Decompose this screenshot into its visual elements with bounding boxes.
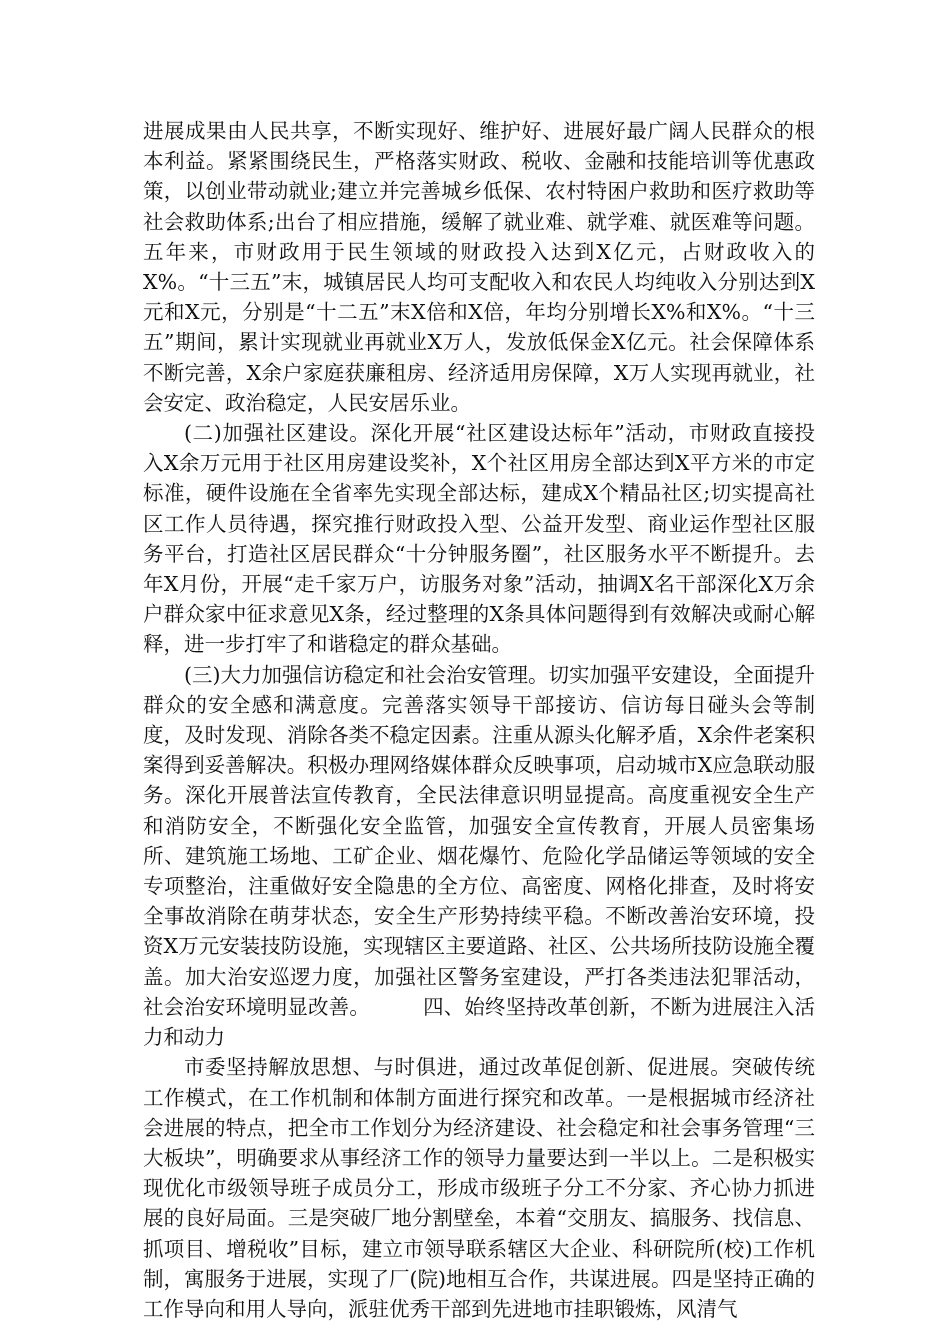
paragraph-petition-stability-text: (三)大力加强信访稳定和社会治安管理。切实加强平安建设，全面提升群众的安全感和满意度。完善落实领导干部接访、信访每日碰头会等制度，及时发现、消除各类不稳定因素。注重从源头化解矛盾，X余件老案积案得到妥善解决。积极办理网络媒体群众反映事项，启动城市X应急联动服务。深化开展普法宣传教育，全民法律意识明显提高。高度重视安全生产和消防安全，不断强化安全监管，加强安全宣传教育，开展人员密集场所、建筑施工场地、工矿企业、烟花爆竹、危险化学品储运等领域的安全专项整治，注重做好安全隐患的全方位、高密度、网格化排查，及时将安全事故消除在萌芽状态，安全生产形势持续平稳。不断改善治安环境，投资X万元安装技防设施，实现辖区主要道路、社区、公共场所技防设施全覆盖。加大治安巡逻力度，加强社区警务室建设，严打各类违法犯罪活动，社会治安环境明显改善。 [143,662,815,1019]
paragraph-community-building: (二)加强社区建设。深化开展“社区建设达标年”活动，市财政直接投入X余万元用于社区用房建设奖补，X个社区用房全部达到X平方米的市定标准，硬件设施在全省率先实现全部达标，建成X个精品社区;切实提高社区工作人员待遇，探究推行财政投入型、公益开发型、商业运作型社区服务平台，打造社区居民群众“十分钟服务圈”，社区服务水平不断提升。去年X月份，开展“走千家万户，访服务对象”活动，抽调X名干部深化X万余户群众家中征求意见X条，经过整理的X条具体问题得到有效解决或耐心解释，进一步打牢了和谐稳定的群众基础。 [143,421,815,657]
section-heading-text: 四、始终坚持改革创新，不断为进展注入活力和动力 [143,994,816,1050]
paragraph-petition-stability [143,660,815,1053]
paragraph-livelihood: 进展成果由人民共享，不断实现好、维护好、进展好最广阔人民群众的根本利益。紧紧围绕民生，严格落实财政、税收、金融和技能培训等优惠政策，以创业带动就业;建立并完善城乡低保、农村特困户救助和医疗救助等社会救助体系;出台了相应措施，缓解了就业难、就学难、就医难等问题。五年来，市财政用于民生领域的财政投入达到X亿元，占财政收入的X%。“十三五”末，城镇居民人均可支配收入和农民人均纯收入分别达到X元和X元，分别是“十二五”末X倍和X倍，年均分别增长X%和X%。“十三五”期间，累计实现就业再就业X万人，发放低保金X亿元。社会保障体系不断完善，X余户家庭获廉租房、经济适用房保障，X万人实现再就业，社会安定、政治稳定，人民安居乐业。 [143,119,815,415]
paragraph-reform-practice: 市委坚持解放思想、与时俱进，通过改革促创新、促进展。突破传统工作模式，在工作机制和体制方面进行探究和改革。一是根据城市经济社会进展的特点，把全市工作划分为经济建设、社会稳定和社会事务管理“三大板块”，明确要求从事经济工作的领导力量要达到一半以上。二是积极实现优化市级领导班子成员分工，形成市级班子分工不分家、齐心协力抓进展的良好局面。三是突破厂地分割壁垒，本着“交朋友、搞服务、找信息、抓项目、增税收”目标，建立市领导联系辖区大企业、科研院所(校)工作机制，寓服务于进展，实现了厂(院)地相互合作，共谋进展。四是坚持正确的工作导向和用人导向，派驻优秀干部到先进地市挂职锻炼，风清气 [143,1055,815,1321]
document-body [143,116,815,1324]
